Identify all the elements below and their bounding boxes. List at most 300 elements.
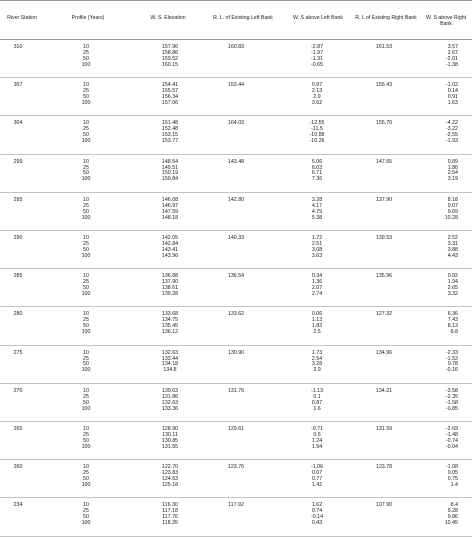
cell-ws-above-right-value: 9.86	[447, 514, 458, 521]
cell-profile-value: 50	[83, 476, 89, 482]
cell-ws-above-right-value: 0.75	[447, 476, 458, 482]
cell-ws-above-right-value: 8.8	[450, 329, 458, 336]
cell-ws-above-right-value: 1.4	[450, 481, 458, 488]
cell-ws-above-right-value: -2.55	[445, 132, 458, 139]
cell-ws-above-left	[300, 503, 334, 527]
cell-ws-above-right	[428, 198, 458, 222]
cell-ws-above-right	[428, 274, 458, 298]
cell-ws-elevation	[156, 274, 184, 298]
cell-ws-above-right-value: 8.4	[450, 502, 458, 509]
table-row	[0, 498, 472, 536]
cell-ws-above-left-value: 3.9	[313, 367, 321, 374]
cell-ws-above-left-value: 0.1	[313, 393, 321, 400]
cell-rl-left-bank: 133.62	[227, 311, 245, 318]
cell-ws-above-right-value: -3.58	[445, 387, 458, 394]
cell-ws-elevation	[156, 351, 184, 375]
cell-rl-right-bank: 155.43	[375, 82, 393, 89]
cell-profile-value: 10	[83, 120, 89, 127]
cell-ws-elevation-value: 152.48	[161, 126, 179, 133]
cell-ws-above-right-value: 10.45	[444, 520, 458, 527]
cell-ws-elevation-value: 117.76	[162, 514, 178, 521]
cell-profile-value: 50	[83, 132, 89, 139]
table-row	[0, 346, 472, 384]
cell-ws-above-left-value: 3.08	[311, 246, 323, 253]
cell-ws-elevation	[156, 83, 184, 107]
cell-ws-above-left	[300, 465, 334, 489]
cell-ws-above-left-value: 3.28	[311, 196, 323, 203]
cell-ws-above-left-value: 6.71	[311, 170, 323, 177]
cell-profile-value: 25	[83, 508, 89, 515]
cell-ws-elevation-value: 160.15	[161, 61, 179, 68]
cell-ws-above-left-value: 7.36	[311, 176, 323, 183]
cell-ws-elevation-value: 118.35	[162, 520, 178, 527]
cell-ws-elevation-value: 143.41	[161, 246, 179, 253]
table-row	[0, 78, 472, 116]
cell-profile-value: 50	[83, 285, 89, 291]
cell-rl-right-bank: 131.59	[375, 426, 393, 432]
cell-river-station: 290	[13, 235, 23, 241]
cell-ws-above-right-value: 9.07	[447, 202, 458, 209]
cell-ws-above-left-value: 6.03	[311, 164, 323, 171]
table-row	[0, 269, 472, 307]
cell-ws-above-right-value: 0.14	[447, 88, 458, 95]
cell-ws-above-left-value: -10.88	[309, 132, 325, 139]
cell-ws-above-right-value: 7.43	[447, 317, 458, 324]
cell-ws-above-left-value: -1.31	[310, 55, 324, 62]
cell-ws-above-left-value: 2.74	[311, 290, 323, 297]
cell-ws-above-right-value: 0.05	[447, 470, 458, 477]
cell-ws-above-left-value: -1.06	[310, 464, 324, 471]
cell-rl-right-bank: 137.90	[375, 196, 393, 203]
cell-ws-above-right-value: 9.28	[447, 508, 458, 515]
cell-ws-elevation-value: 142.84	[161, 240, 179, 247]
cell-ws-elevation-value: 151.48	[161, 120, 179, 127]
cell-ws-above-left-value: 0.87	[311, 399, 323, 406]
cell-ws-elevation-value: 134.8	[163, 367, 177, 374]
cell-ws-elevation	[156, 198, 184, 222]
cell-ws-above-left-value: 1.24	[311, 437, 323, 444]
cell-rl-left-bank: 117.92	[228, 502, 244, 509]
cell-ws-above-right	[428, 160, 458, 184]
cell-ws-elevation-value: 148.54	[161, 158, 179, 165]
cell-ws-above-right-value: -2.69	[445, 426, 458, 432]
cell-river-station: 285	[13, 273, 23, 280]
cell-rl-right-bank: 107.90	[375, 502, 393, 509]
cell-profile-value: 50	[83, 514, 89, 521]
header-ws-above-right-bank: W. S above Right Bank	[425, 15, 467, 27]
cell-ws-elevation-value: 128.90	[161, 426, 179, 432]
cell-rl-right-bank: 135.96	[375, 273, 393, 280]
cell-ws-elevation	[156, 427, 184, 451]
cell-ws-elevation-value: 147.59	[161, 208, 179, 215]
cell-ws-above-left	[300, 160, 334, 184]
cell-ws-above-left-value: 4.79	[311, 208, 323, 215]
cell-profile-value: 10	[83, 464, 89, 471]
cell-profile-value: 25	[83, 317, 89, 324]
cell-rl-left-bank: 130.90	[227, 349, 245, 356]
cell-ws-above-left-value: -1.13	[310, 387, 324, 394]
cell-profile-value: 50	[83, 437, 89, 444]
cell-rl-left-bank: 136.54	[227, 273, 245, 280]
cell-rl-left-bank: 160.83	[227, 44, 245, 50]
cell-profile-value: 10	[83, 158, 89, 165]
cell-ws-above-right-value: -1.48	[445, 431, 458, 438]
cell-ws-above-right-value: -0.85	[445, 405, 458, 412]
cell-profile-value: 100	[81, 329, 91, 336]
cell-ws-elevation-value: 117.18	[162, 508, 178, 515]
cell-rl-right-bank: 123.78	[375, 464, 393, 471]
cell-ws-elevation-value: 134.18	[161, 361, 179, 368]
cell-profile-value: 10	[83, 196, 89, 203]
cell-profile-value: 25	[83, 431, 89, 438]
cell-rl-left-bank: 164.03	[227, 120, 245, 127]
cell-profile-value: 25	[83, 88, 89, 95]
cell-ws-elevation-value: 157.06	[161, 99, 179, 106]
cell-rl-left-bank: 142.80	[227, 196, 245, 203]
cell-ws-elevation-value: 153.77	[161, 138, 179, 145]
cell-ws-above-right-value: -1.02	[445, 82, 458, 89]
cell-river-station: 275	[13, 349, 23, 356]
cell-profile-value: 50	[83, 55, 89, 62]
header-rl-right-bank: R. L of Existing Right Bank	[355, 15, 417, 21]
cell-ws-above-left	[300, 121, 334, 145]
cell-ws-above-right-value: -1.93	[445, 138, 458, 145]
cell-ws-elevation-value: 149.51	[161, 164, 179, 171]
cell-ws-above-right-value: -0.04	[445, 443, 458, 450]
table-row	[0, 384, 472, 422]
cell-river-station: 307	[13, 82, 23, 89]
cell-ws-elevation-value: 143.96	[161, 252, 179, 259]
cell-profile	[72, 45, 100, 69]
cell-ws-above-left-value: 1.94	[311, 443, 323, 450]
cell-profile-value: 25	[83, 202, 89, 209]
cell-ws-above-right-value: 2.54	[447, 170, 458, 177]
cell-ws-above-right-value: 0.91	[447, 94, 458, 100]
cell-profile	[72, 121, 100, 145]
cell-rl-left-bank: 131.76	[227, 387, 245, 394]
cell-ws-above-right	[428, 503, 458, 527]
cell-profile-value: 25	[83, 126, 89, 133]
cell-ws-above-left-value: 2.9	[313, 94, 321, 100]
cell-ws-elevation-value: 124.53	[161, 476, 179, 482]
cell-profile-value: 25	[83, 49, 89, 56]
cell-ws-above-right-value: -0.16	[445, 367, 458, 374]
cell-ws-above-right-value: 8.18	[447, 196, 458, 203]
cell-ws-elevation-value: 122.70	[161, 464, 179, 471]
cell-ws-above-left-value: 0.77	[311, 476, 323, 482]
cell-ws-above-right	[428, 236, 458, 260]
cell-rl-right-bank: 147.65	[375, 158, 393, 165]
cell-profile	[72, 351, 100, 375]
cell-ws-above-left-value: -10.26	[309, 138, 325, 145]
cell-ws-above-right-value: 3.88	[447, 246, 458, 253]
cell-profile-value: 100	[81, 214, 91, 221]
cell-ws-above-right-value: 10.28	[444, 214, 458, 221]
cell-ws-elevation-value: 157.96	[161, 44, 179, 50]
cell-ws-above-right-value: -2.01	[445, 55, 458, 62]
cell-rl-left-bank: 153.44	[227, 82, 245, 89]
cell-ws-elevation-value: 150.19	[161, 170, 179, 177]
cell-ws-above-right-value: 8.13	[447, 323, 458, 330]
cell-ws-above-right-value: -1.08	[445, 464, 458, 471]
cell-ws-elevation	[156, 312, 184, 336]
cell-ws-above-right-value: 3.57	[447, 44, 458, 50]
cell-ws-above-left-value: 1.36	[311, 279, 323, 286]
cell-ws-above-left	[300, 312, 334, 336]
cell-ws-above-left-value: 2.07	[311, 285, 323, 291]
cell-ws-above-right-value: 1.86	[447, 164, 458, 171]
cell-profile	[72, 198, 100, 222]
cell-rl-left-bank: 140.33	[227, 235, 245, 241]
cell-profile-value: 100	[81, 405, 91, 412]
cell-river-station: 260	[13, 464, 23, 471]
cell-ws-elevation-value: 131.86	[161, 393, 179, 400]
cell-ws-above-right-value: 6.36	[447, 311, 458, 318]
cell-ws-above-right-value: -0.74	[445, 437, 458, 444]
cell-ws-above-left-value: 3.62	[311, 99, 323, 106]
cell-profile-value: 25	[83, 355, 89, 362]
table-row	[0, 422, 472, 460]
cell-ws-above-right-value: 1.63	[447, 99, 458, 106]
cell-river-station: 265	[13, 426, 23, 432]
cell-ws-elevation-value: 153.15	[161, 132, 179, 139]
cell-ws-elevation	[156, 389, 184, 413]
cell-ws-above-right	[428, 312, 458, 336]
cell-ws-above-left-value: 4.17	[311, 202, 323, 209]
cell-ws-elevation	[156, 236, 184, 260]
cell-ws-above-left	[300, 427, 334, 451]
cell-ws-above-left-value: 1.62	[311, 502, 323, 509]
cell-ws-above-right-value: -1.52	[445, 355, 458, 362]
cell-rl-right-bank: 161.53	[375, 44, 393, 50]
cell-profile	[72, 427, 100, 451]
cell-ws-above-right	[428, 83, 458, 107]
cell-profile-value: 100	[81, 138, 91, 145]
cell-ws-above-right	[428, 427, 458, 451]
cell-ws-above-right-value: 3.19	[447, 176, 458, 183]
cell-river-station: 310	[13, 44, 23, 50]
cell-ws-above-left-value: 2.13	[311, 88, 323, 95]
cell-ws-above-right-value: 3.32	[447, 290, 458, 297]
cell-ws-above-right-value: 2.65	[447, 285, 458, 291]
cell-ws-elevation	[156, 121, 184, 145]
table-row	[0, 40, 472, 78]
table-row	[0, 460, 472, 498]
cell-rl-right-bank: 127.32	[375, 311, 393, 318]
header-ws-elevation: W. S. Elevation	[150, 15, 186, 21]
cell-ws-above-left-value: 5.06	[311, 158, 323, 165]
cell-profile	[72, 160, 100, 184]
cell-ws-above-right-value: -4.22	[445, 120, 458, 127]
cell-ws-above-right-value: -1.38	[445, 61, 458, 68]
cell-ws-above-right-value: 4.43	[447, 252, 458, 259]
cell-profile-value: 10	[83, 426, 89, 432]
cell-profile-value: 50	[83, 170, 89, 177]
cell-rl-right-bank: 134.21	[375, 387, 393, 394]
cell-rl-right-bank: 155.70	[375, 120, 393, 127]
cell-profile-value: 100	[81, 290, 91, 297]
cell-rl-right-bank: 134.96	[375, 349, 393, 356]
cell-ws-elevation-value: 158.86	[161, 49, 179, 56]
cell-ws-above-left-value: 2.5	[313, 329, 321, 336]
cell-ws-above-left-value: 1.83	[311, 323, 323, 330]
table-row	[0, 155, 472, 193]
cell-ws-elevation-value: 133.68	[161, 311, 179, 318]
cell-river-station: 270	[13, 387, 23, 394]
cell-ws-above-right-value: 0.92	[447, 273, 458, 280]
cell-profile-value: 25	[83, 240, 89, 247]
cell-ws-elevation	[156, 45, 184, 69]
cell-rl-left-bank: 129.61	[227, 426, 245, 432]
cell-profile-value: 25	[83, 470, 89, 477]
cell-profile-value: 10	[83, 235, 89, 241]
cell-ws-elevation-value: 130.11	[162, 431, 178, 438]
cell-ws-above-left-value: 1.13	[311, 317, 323, 324]
cell-profile-value: 100	[81, 367, 91, 374]
header-ws-above-left-bank: W. S above Left Bank	[293, 15, 343, 21]
cell-ws-elevation-value: 146.08	[161, 196, 179, 203]
cell-ws-above-left-value: 0.5	[313, 431, 321, 438]
cell-ws-above-left	[300, 83, 334, 107]
cell-ws-elevation-value: 116.30	[162, 502, 178, 509]
cell-ws-elevation-value: 133.44	[161, 355, 179, 362]
cell-profile-value: 10	[83, 349, 89, 356]
cell-ws-elevation-value: 130.63	[161, 387, 179, 394]
cell-profile	[72, 389, 100, 413]
cell-profile-value: 25	[83, 279, 89, 286]
cell-ws-above-right-value: 1.94	[447, 279, 458, 286]
cell-ws-above-right-value: -1.58	[445, 399, 458, 406]
cell-ws-elevation	[156, 465, 184, 489]
cell-ws-above-right-value: 9.69	[447, 208, 458, 215]
cell-profile-value: 100	[81, 252, 91, 259]
cell-ws-elevation-value: 156.34	[161, 94, 179, 100]
cell-ws-elevation-value: 134.75	[161, 317, 179, 324]
cell-ws-above-right	[428, 45, 458, 69]
cell-ws-above-left	[300, 274, 334, 298]
cell-ws-elevation	[156, 160, 184, 184]
cell-ws-above-left-value: 3.63	[311, 252, 323, 259]
cell-profile-value: 50	[83, 361, 89, 368]
cell-river-station: 299	[13, 158, 23, 165]
cell-ws-above-left-value: 5.38	[311, 214, 323, 221]
cell-river-station: 280	[13, 311, 23, 318]
cell-ws-above-left-value: 0.34	[311, 273, 323, 280]
cell-profile-value: 100	[81, 99, 91, 106]
cell-profile	[72, 465, 100, 489]
cell-ws-above-left	[300, 198, 334, 222]
cell-profile-value: 50	[83, 323, 89, 330]
cell-ws-above-left-value: 0.06	[311, 311, 323, 318]
cell-ws-above-right-value: 3.31	[447, 240, 458, 247]
cell-ws-elevation-value: 148.18	[161, 214, 179, 221]
cell-profile-value: 50	[83, 246, 89, 253]
cell-ws-above-right-value: -2.33	[445, 349, 458, 356]
cell-ws-above-left-value: 0.43	[311, 520, 323, 527]
cell-ws-above-right	[428, 121, 458, 145]
cell-rl-left-bank: 143.48	[227, 158, 245, 165]
cell-ws-above-right-value: 2.52	[447, 235, 458, 241]
cell-river-station: 234	[13, 502, 23, 509]
cell-ws-above-left-value: 2.54	[311, 355, 323, 362]
cell-profile-value: 100	[81, 520, 91, 527]
cell-ws-elevation-value: 135.45	[161, 323, 179, 330]
cell-ws-elevation-value: 136.12	[161, 329, 179, 336]
cell-ws-above-left	[300, 236, 334, 260]
cell-ws-above-right-value: -2.35	[445, 393, 458, 400]
cell-ws-above-right-value: -3.22	[445, 126, 458, 133]
cell-ws-above-left-value: -0.14	[310, 514, 324, 521]
cell-profile-value: 10	[83, 44, 89, 50]
cell-profile	[72, 236, 100, 260]
cell-profile-value: 50	[83, 94, 89, 100]
cell-ws-elevation-value: 150.84	[161, 176, 179, 183]
cell-ws-above-right-value: 2.67	[447, 49, 458, 56]
cell-profile-value: 10	[83, 387, 89, 394]
cell-profile-value: 100	[81, 61, 91, 68]
cell-profile-value: 25	[83, 164, 89, 171]
cell-profile-value: 10	[83, 273, 89, 280]
cell-ws-elevation	[156, 503, 184, 527]
cell-profile-value: 100	[81, 443, 91, 450]
cell-rl-left-bank: 123.76	[227, 464, 245, 471]
header-rl-left-bank: R. L. of Existing Left Bank	[213, 15, 273, 21]
cell-profile-value: 50	[83, 399, 89, 406]
cell-ws-elevation-value: 125.18	[161, 481, 179, 488]
cell-ws-above-left-value: 2.51	[311, 240, 323, 247]
cell-ws-above-left-value: 0.07	[311, 470, 323, 477]
cell-ws-elevation-value: 154.41	[161, 82, 179, 89]
cell-ws-above-left-value: 1.42	[311, 481, 323, 488]
cell-ws-above-left-value: 1.73	[311, 349, 323, 356]
cell-rl-right-bank: 139.53	[375, 235, 393, 241]
cell-ws-elevation-value: 132.63	[161, 399, 179, 406]
cell-river-station: 295	[13, 196, 23, 203]
header-profile: Profile (Years)	[71, 15, 105, 21]
cell-ws-above-right	[428, 351, 458, 375]
cell-profile-value: 100	[81, 176, 91, 183]
cell-profile-value: 50	[83, 208, 89, 215]
cell-ws-above-left-value: 0.97	[311, 82, 323, 89]
cell-river-station: 304	[13, 120, 23, 127]
cell-profile-value: 10	[83, 502, 89, 509]
cell-ws-above-left	[300, 45, 334, 69]
header-river-station: River Station	[7, 15, 37, 21]
cell-ws-elevation-value: 130.85	[161, 437, 179, 444]
cell-ws-elevation-value: 131.55	[161, 443, 179, 450]
cell-profile-value: 10	[83, 82, 89, 89]
table-row	[0, 307, 472, 345]
cell-ws-above-right	[428, 465, 458, 489]
table-header	[0, 0, 472, 40]
cell-profile	[72, 503, 100, 527]
table-row	[0, 231, 472, 269]
cell-ws-elevation-value: 132.63	[161, 349, 179, 356]
cell-ws-elevation-value: 133.36	[161, 405, 179, 412]
cell-ws-above-right-value: 0.89	[447, 158, 458, 165]
cell-profile-value: 10	[83, 311, 89, 318]
cell-ws-above-left-value: 3.28	[311, 361, 323, 368]
cell-ws-elevation-value: 155.57	[161, 88, 179, 95]
cell-ws-elevation-value: 139.28	[161, 290, 179, 297]
cell-ws-elevation-value: 123.83	[161, 470, 179, 477]
table-row	[0, 193, 472, 231]
cell-ws-above-left-value: -11.5	[311, 126, 323, 133]
cell-ws-above-left-value: 1.6	[313, 405, 321, 412]
cell-ws-above-left-value: -0.65	[310, 61, 324, 68]
cell-profile	[72, 312, 100, 336]
table-row	[0, 116, 472, 154]
